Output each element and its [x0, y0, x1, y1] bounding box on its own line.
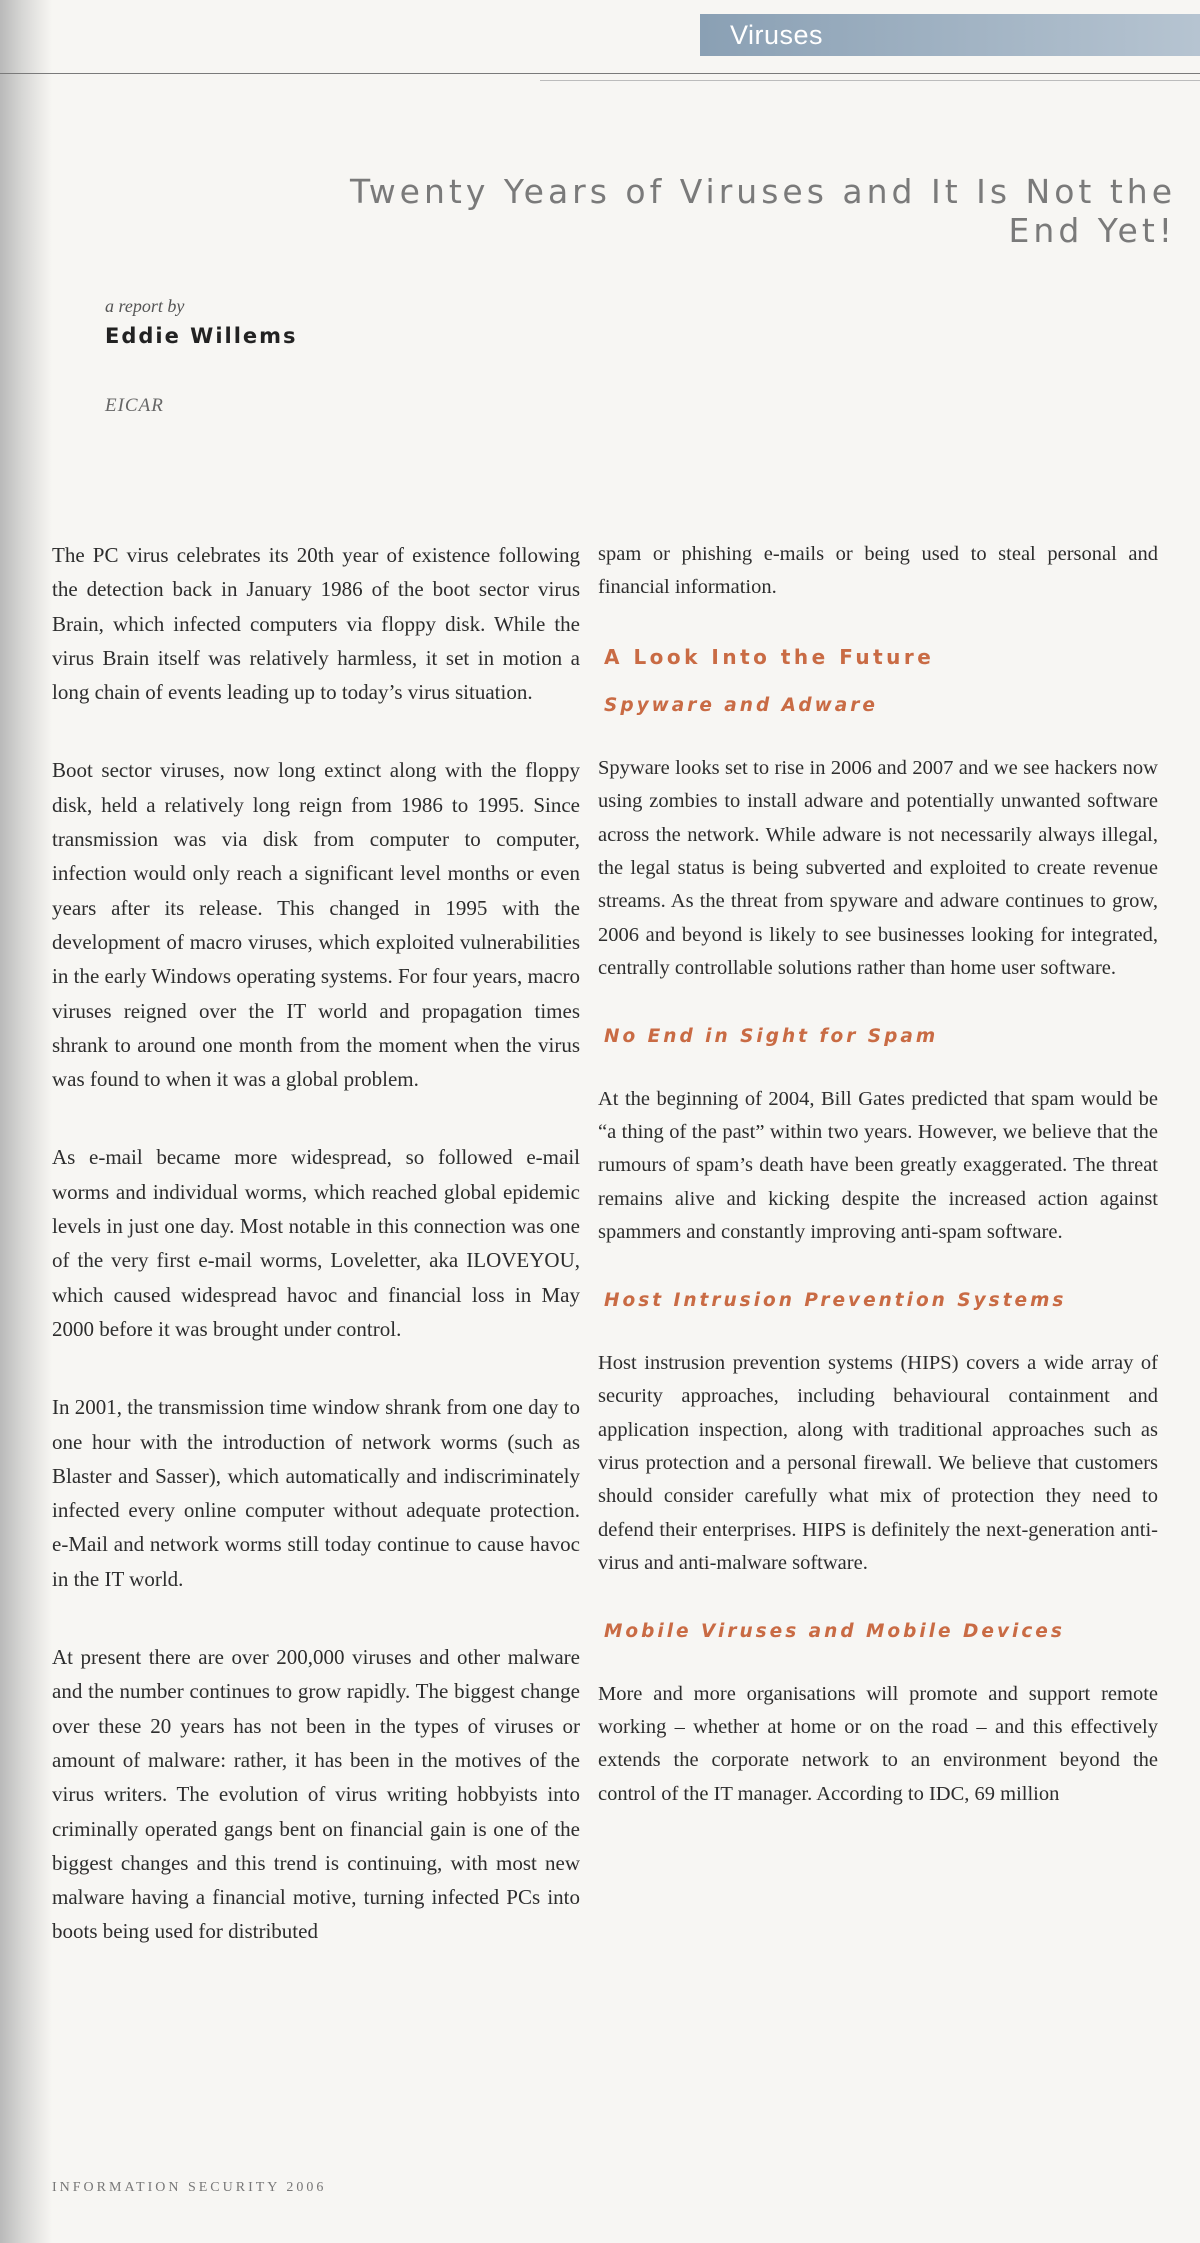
section-heading: A Look Into the Future	[604, 644, 935, 669]
paragraph: More and more organisations will promote and support remote working – whether at home or on the road – and this effectively extends the corporate network to an environment beyond the control of the IT manager. According to IDC, 69 million	[598, 1682, 1158, 1805]
subsection-heading: Spyware and Adware	[604, 694, 878, 716]
byline-intro: a report by	[105, 296, 185, 316]
header-rule	[0, 73, 1200, 74]
author-name: Eddie Willems	[105, 324, 298, 348]
paragraph: Spyware looks set to rise in 2006 and 2007 and we see hackers now using zombies to install adware and potentially unwanted software across the network. While adware is not necessarily always illegal, the legal status is being subverted and exploited to create revenue streams. As the threat from spyware and adware continues to grow, 2006 and beyond is likely to see businesses looking for integrated, centrally controllable solutions rather than home user software.	[598, 756, 1158, 980]
paragraph: The PC virus celebrates its 20th year of existence following the detection back in January 1986 of the boot sector virus Brain, which infected computers via floppy disk. While the virus Brain itself was relatively harmless, it set in motion a long chain of events leading up to today’s virus situation.	[52, 543, 580, 705]
section-tab: Viruses	[700, 14, 1200, 56]
header-rule-secondary	[540, 80, 1200, 81]
subsection-heading: Mobile Viruses and Mobile Devices	[604, 1620, 1065, 1642]
article-title: Twenty Years of Viruses and It Is Not the End Yet!	[350, 172, 1176, 250]
left-column	[52, 538, 580, 1993]
right-column	[598, 538, 1158, 1851]
paragraph: At present there are over 200,000 viruses and other malware and the number continues to grow rapidly. The biggest change over these 20 years has not been in the types of viruses or amount of malware: rather, it has been in the motives of the virus writers. The evolution of virus writing hobbyists into criminally operated gangs bent on financial gain is one of the biggest changes and this trend is continuing, with most new malware having a financial motive, turning infected PCs into boots being used for distributed	[52, 1645, 580, 1944]
subsection-heading: No End in Sight for Spam	[604, 1025, 939, 1047]
page-footer: INFORMATION SECURITY 2006	[52, 2180, 327, 2195]
paragraph: Boot sector viruses, now long extinct along with the floppy disk, held a relatively long reign from 1986 to 1995. Since transmission was via disk from computer to computer, infection would only reach a significant level months or even years after its release. This changed in 1995 with the development of macro viruses, which exploited vulnerabilities in the early Windows operating systems. For four years, macro viruses reigned over the IT world and propagation times shrank to around one month from the moment when the virus was found to when it was a global problem.	[52, 758, 580, 1092]
paragraph: At the beginning of 2004, Bill Gates predicted that spam would be “a thing of the past” within two years. However, we believe that the rumours of spam’s death have been greatly exaggerated. The threat remains alive and kicking despite the increased action against spammers and constantly improving anti-spam software.	[598, 1087, 1158, 1244]
subsection-heading: Host Intrusion Prevention Systems	[604, 1289, 1067, 1311]
paragraph: As e-mail became more widespread, so followed e-mail worms and individual worms, which reached global epidemic levels in just one day. Most notable in this connection was one of the very first e-mail worms, Loveletter, aka ILOVEYOU, which caused widespread havoc and financial loss in May 2000 before it was brought under control.	[52, 1145, 580, 1341]
paragraph: In 2001, the transmission time window shrank from one day to one hour with the introduction of network worms (such as Blaster and Sasser), which automatically and indiscriminately infected every online computer without adequate protection. e-Mail and network worms still today continue to cause havoc in the IT world.	[52, 1395, 580, 1591]
page-binding-shadow	[0, 0, 52, 2243]
author-affiliation: EICAR	[105, 395, 164, 416]
paragraph: Host instrusion prevention systems (HIPS) covers a wide array of security approaches, including behavioural containment and application inspection, along with traditional approaches such as virus protection and a personal firewall. We believe that customers should consider carefully what mix of protection they need to defend their enterprises. HIPS is definitely the next-generation anti-virus and anti-malware software.	[598, 1351, 1158, 1575]
paragraph-continuation: spam or phishing e-mails or being used to steal personal and financial information.	[598, 543, 1158, 599]
